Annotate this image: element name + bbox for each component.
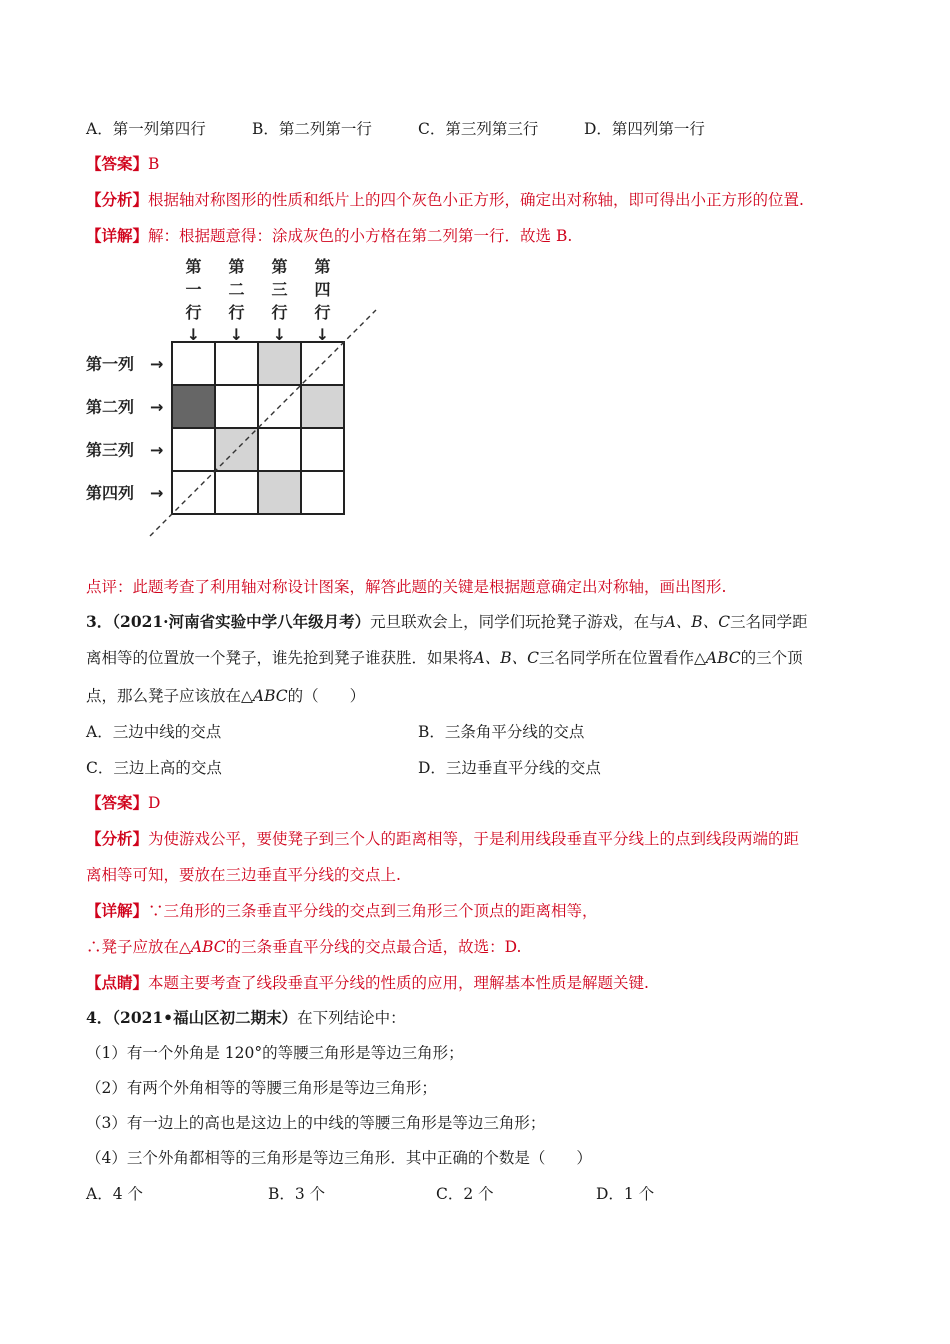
- answer-value: D: [148, 794, 161, 812]
- column-label: 第二列: [86, 397, 135, 417]
- grid-cell: [215, 471, 258, 514]
- detail-text: ∴凳子应放在△: [86, 938, 191, 956]
- q2-option-d: D．第四列第一行: [584, 120, 705, 138]
- grid-cell: [258, 471, 301, 514]
- arrow-right-icon: →: [150, 483, 164, 503]
- q3-stem-line1: [86, 610, 808, 632]
- q3-option-b: B．三条角平分线的交点: [418, 723, 585, 741]
- grid-cell: [258, 342, 301, 385]
- q3-detail-line1: [86, 899, 598, 921]
- q3-stem-text: 的（ ）: [287, 687, 366, 705]
- grid-cell: [172, 342, 215, 385]
- arrow-down-icon: ↓: [229, 325, 244, 344]
- q4-number: 4．: [86, 1008, 113, 1027]
- q4-item-1: （1）有一个外角是 120°的等腰三角形是等边三角形；: [86, 1044, 464, 1062]
- q4-item-3: （3）有一边上的高也是这边上的中线的等腰三角形是等边三角形；: [86, 1114, 546, 1132]
- grid-cell: [301, 471, 344, 514]
- q2-option-b: B．第二列第一行: [252, 120, 372, 138]
- q4-option-a: A．4 个: [86, 1185, 143, 1203]
- arrow-right-icon: →: [150, 397, 164, 417]
- grid-cell: [301, 385, 344, 428]
- q3-option-d: D．三边垂直平分线的交点: [418, 759, 601, 777]
- analysis-text: 为使游戏公平，要使凳子到三个人的距离相等，于是利用线段垂直平分线上的点到线段两端的距: [148, 830, 800, 848]
- grid-cell: [172, 428, 215, 471]
- q3-stem-text: 三名同学距: [730, 613, 808, 631]
- q3-stem-line2: [86, 646, 803, 668]
- column-label: 第三列: [86, 440, 135, 460]
- q3-stem-text: 三名同学所在位置看作△: [538, 649, 706, 667]
- q3-option-c: C．三边上高的交点: [86, 759, 222, 777]
- q2-option-c: C．第三列第三行: [418, 120, 539, 138]
- q3-answer: [86, 791, 160, 813]
- row-header-label: 第二行: [228, 257, 245, 322]
- grid-cell: [215, 342, 258, 385]
- q3-stem-text: 的三个顶: [740, 649, 803, 667]
- q2-answer: [86, 152, 159, 174]
- answer-tag: 【答案】: [86, 793, 149, 812]
- row-header-label: 第三行: [271, 257, 288, 322]
- q4-stem-text: 在下列结论中：: [297, 1009, 406, 1027]
- q2-detail: [86, 224, 572, 246]
- q3-analysis-line1: [86, 827, 799, 849]
- q4-item-2: （2）有两个外角相等的等腰三角形是等边三角形；: [86, 1079, 437, 1097]
- grid-cell: [215, 385, 258, 428]
- row-header-label: 第四行: [314, 257, 331, 322]
- answer-tag: 【答案】: [86, 154, 149, 173]
- var-abc: ABC: [705, 649, 741, 667]
- detail-tag: 【详解】: [86, 901, 149, 920]
- point-tag: 【点睛】: [86, 973, 149, 992]
- column-label: 第四列: [86, 483, 135, 503]
- q3-stem-text: 元旦联欢会上，同学们玩抢凳子游戏，在与: [370, 613, 665, 631]
- arrow-down-icon: ↓: [315, 325, 330, 344]
- q2-comment: 点评：此题考查了利用轴对称设计图案，解答此题的关键是根据题意确定出对称轴，画出图形.: [86, 578, 727, 596]
- var-abc: ABC: [252, 687, 288, 705]
- arrow-down-icon: ↓: [272, 325, 287, 344]
- q4-option-d: D．1 个: [596, 1185, 655, 1203]
- q3-detail-line2: [86, 935, 521, 957]
- detail-text: 的三条垂直平分线的交点最合适，故选：D.: [225, 938, 522, 956]
- row-header-label: 第一行: [185, 257, 202, 322]
- q3-stem-text: 离相等的位置放一个凳子，谁先抢到凳子谁获胜．如果将: [86, 649, 474, 667]
- var-abc-list: A、B、C: [473, 649, 539, 667]
- detail-text: ∵三角形的三条垂直平分线的交点到三角形三个顶点的距离相等，: [148, 902, 598, 920]
- q4-option-c: C．2 个: [436, 1185, 494, 1203]
- column-label: 第一列: [86, 354, 135, 374]
- answer-value: B: [148, 155, 160, 173]
- arrow-right-icon: →: [150, 354, 164, 374]
- grid-cell: [172, 385, 215, 428]
- q2-analysis: [86, 188, 804, 210]
- q3-stem-line3: [86, 684, 365, 706]
- q2-option-a: A．第一列第四行: [86, 120, 206, 138]
- analysis-tag: 【分析】: [86, 190, 149, 209]
- q4-item-4: （4）三个外角都相等的三角形是等边三角形．其中正确的个数是（ ）: [86, 1149, 592, 1167]
- q3-analysis-line2: 离相等可知，要放在三边垂直平分线的交点上.: [86, 866, 401, 884]
- grid-cell: [301, 428, 344, 471]
- q3-stem-text: 点，那么凳子应该放在△: [86, 687, 253, 705]
- var-abc: ABC: [190, 938, 226, 956]
- detail-tag: 【详解】: [86, 226, 149, 245]
- analysis-text: 根据轴对称图形的性质和纸片上的四个灰色小正方形，确定出对称轴，即可得出小正方形的位置.: [148, 191, 804, 209]
- q4-option-b: B．3 个: [268, 1185, 326, 1203]
- q4-stem: [86, 1006, 406, 1028]
- grid-cell: [258, 428, 301, 471]
- point-text: 本题主要考查了线段垂直平分线的性质的应用，理解基本性质是解题关键.: [148, 974, 649, 992]
- grid-figure: [86, 254, 378, 544]
- q3-point: [86, 971, 649, 993]
- arrow-right-icon: →: [150, 440, 164, 460]
- arrow-down-icon: ↓: [186, 325, 201, 344]
- analysis-tag: 【分析】: [86, 829, 149, 848]
- q3-source: （2021·河南省实验中学八年级月考）: [112, 612, 371, 631]
- q4-source: （2021•福山区初二期末）: [112, 1008, 298, 1027]
- var-abc-list: A、B、C: [664, 613, 731, 631]
- q3-number: 3．: [86, 612, 113, 631]
- detail-text: 解：根据题意得：涂成灰色的小方格在第二列第一行．故选 B.: [148, 227, 573, 245]
- q3-option-a: A．三边中线的交点: [86, 723, 222, 741]
